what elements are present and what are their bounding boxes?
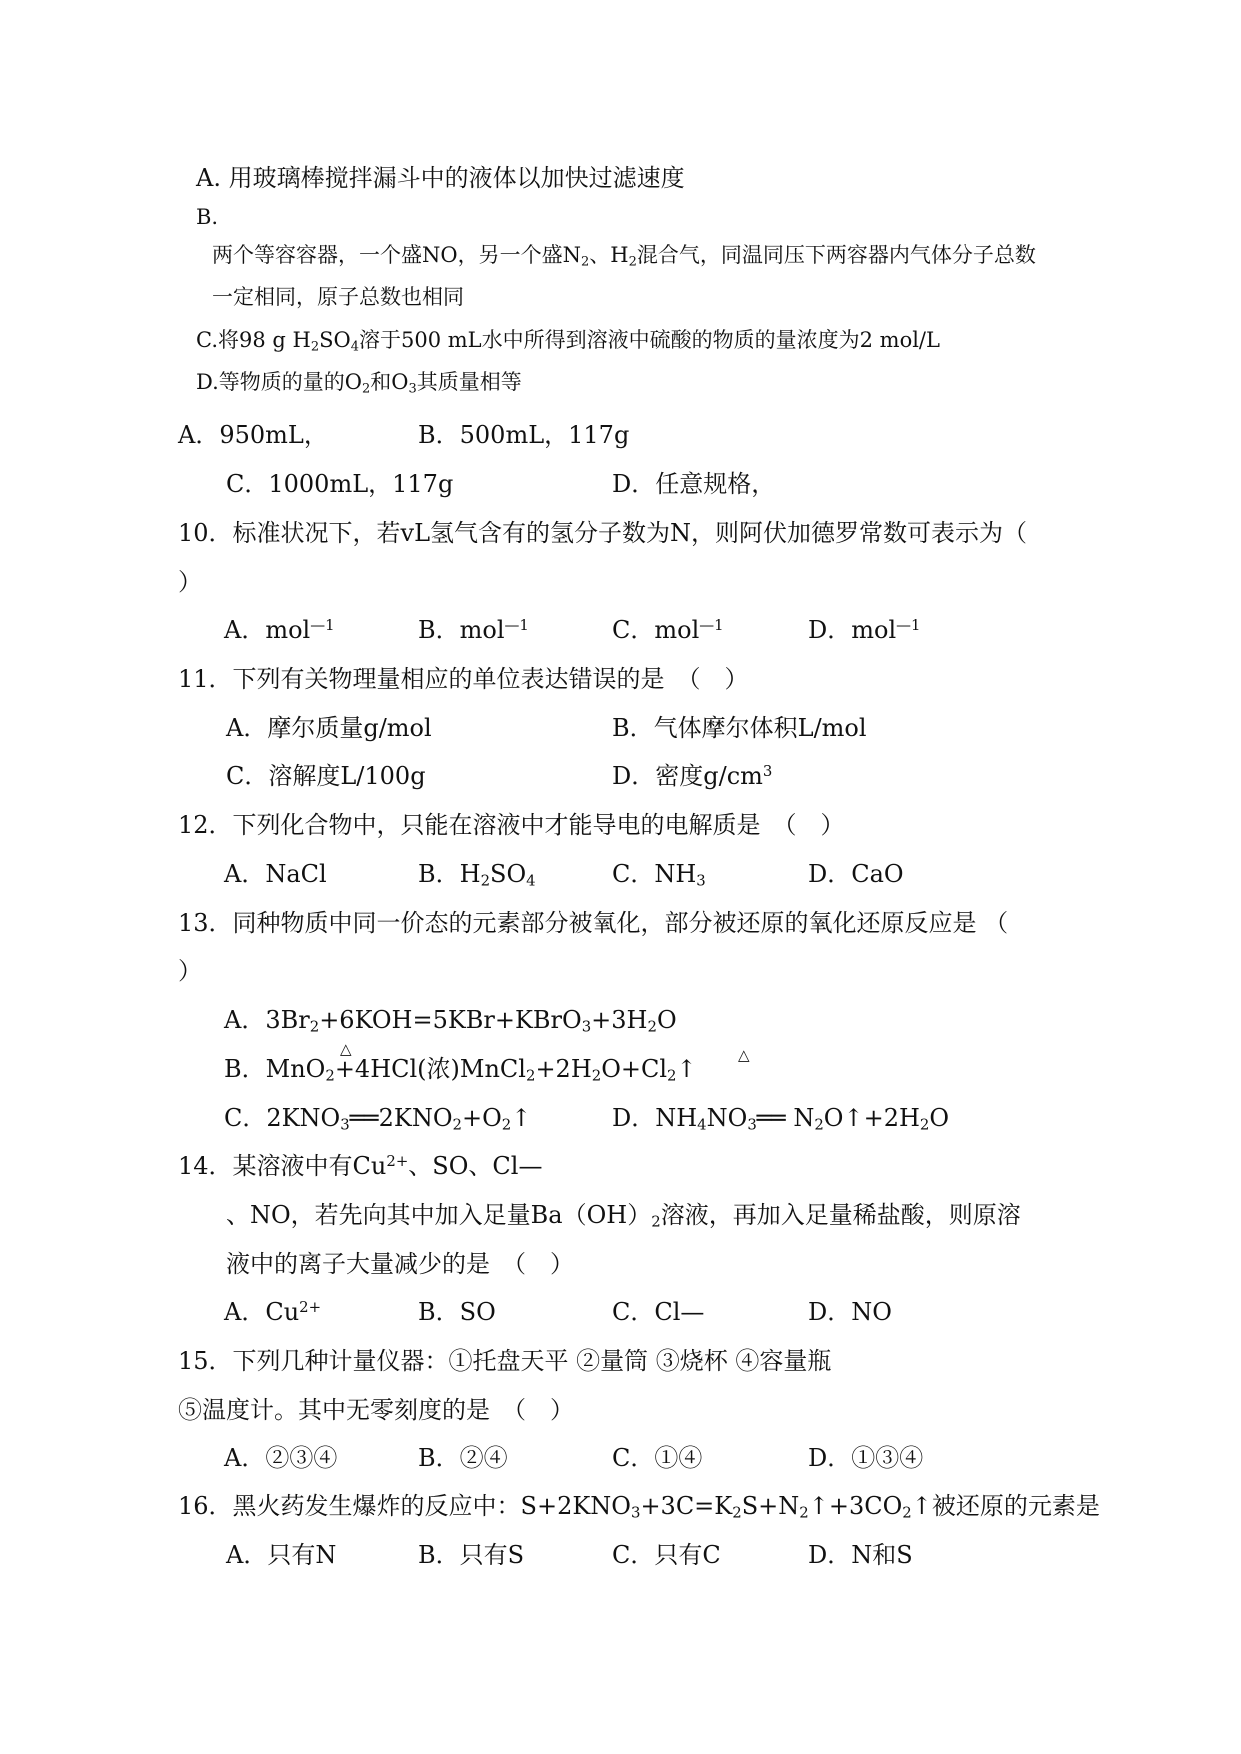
question-13-stem-end: ） [178,957,202,985]
heat-triangle-icon: △ [738,1046,750,1064]
question-10-stem-end: ） [178,568,202,596]
question-16-choice-d: D．N和S [808,1541,913,1569]
question-14-stem-line3: 液中的离子大量减少的是 （ ） [226,1250,574,1278]
option-9c: C.将98 g $H_2SO_4$溶于500 mL水中所得到溶液中硫酸的物质的量浓度为2 mol/L [196,328,940,355]
option-9b-label: B. [196,205,219,229]
choice-d: D．任意规格， [612,470,776,498]
question-15-choice-a: A．②③④ [224,1444,338,1472]
question-11-choice-b: B．气体摩尔体积L/mol [612,714,867,742]
question-15-stem-line2: ⑤温度计。其中无零刻度的是 （ ） [178,1396,574,1424]
option-9a: A. 用玻璃棒搅拌漏斗中的液体以加快过滤速度 [196,164,685,192]
question-10-stem: 10．标准状况下，若vL氢气含有的氢分子数为N，则阿伏加德罗常数可表示为（ [178,519,1028,547]
question-12-stem: 12．下列化合物中，只能在溶液中才能导电的电解质是 （ ） [178,811,845,839]
question-14-choice-b: B．SO [418,1298,496,1326]
question-16-choice-a: A．只有N [226,1541,337,1569]
option-9b-line1: 两个等容容器，一个盛NO，另一个盛$N_2$、$H_2$混合气，同温同压下两容器内气体分子总数 [212,243,1036,270]
question-16-stem: 16．黑火药发生爆炸的反应中：$S+2KNO_3+3C=K_2S+N_2↑+3CO_2↑$被还原的元素是 [178,1492,1100,1522]
question-11-stem: 11．下列有关物理量相应的单位表达错误的是 （ ） [178,665,749,693]
choice-b: B．500mL，117g [418,421,630,449]
question-15-choice-c: C．①④ [612,1444,703,1472]
choice-c: C．1000mL，117g [226,470,454,498]
question-14-choice-c: C．Cl— [612,1298,705,1326]
question-10-choice-b: B．mol$^{—1}$ [418,615,529,644]
heat-triangle-icon: △ [340,1040,352,1058]
question-11-choice-a: A．摩尔质量g/mol [226,714,432,742]
question-13-choice-d: D．$NH_4NO_3══$ $N_2O↑+2H_2O$ [612,1104,950,1134]
question-10-choice-c: C．mol$^{—1}$ [612,615,724,644]
question-11-choice-c: C．溶解度L/100g [226,762,426,790]
question-11-choice-d: D．密度$g/cm^3$ [612,761,773,790]
question-14-stem-line2: 、NO，若先向其中加入足量$Ba(OH)_2$溶液，再加入足量稀盐酸，则原溶 [226,1201,1021,1231]
question-13-choice-a: A．$3Br_2+6KOH=5KBr+KBrO_3+3H_2O$ [224,1006,677,1036]
question-12-choice-d: D．CaO [808,860,904,888]
question-13-choice-b: B．MnO$_2$+4HCl(浓)$MnCl_2+2H_2O+Cl_2↑$ [224,1055,697,1085]
question-16-choice-b: B．只有S [418,1541,525,1569]
question-12-choice-a: A．NaCl [224,860,327,888]
question-10-choice-a: A．mol$^{—1}$ [224,615,335,644]
question-14-choice-d: D．NO [808,1298,892,1326]
option-9d: D.等物质的量的$O_2$和$O_3$其质量相等 [196,370,522,397]
choice-a: A．950mL， [178,421,328,449]
question-12-choice-b: B．$H_2SO_4$ [418,860,536,890]
question-14-choice-a: A．$Cu^{2+}$ [224,1297,322,1326]
question-12-choice-c: C．$NH_3$ [612,860,706,890]
question-14-stem: 14．某溶液中有$Cu^{2+}$、SO、Cl— [178,1151,543,1180]
option-9b-line2: 一定相同，原子总数也相同 [212,285,464,309]
question-15-choice-d: D．①③④ [808,1444,924,1472]
question-13-stem: 13．同种物质中同一价态的元素部分被氧化，部分被还原的氧化还原反应是 （ [178,909,1009,937]
question-13-choice-c: C．$2KNO_3══2KNO_2+O_2↑$ [224,1104,532,1134]
question-10-choice-d: D．mol$^{—1}$ [808,615,921,644]
question-15-stem: 15．下列几种计量仪器：①托盘天平 ②量筒 ③烧杯 ④容量瓶 [178,1347,832,1375]
question-15-choice-b: B．②④ [418,1444,508,1472]
question-16-choice-c: C．只有C [612,1541,721,1569]
